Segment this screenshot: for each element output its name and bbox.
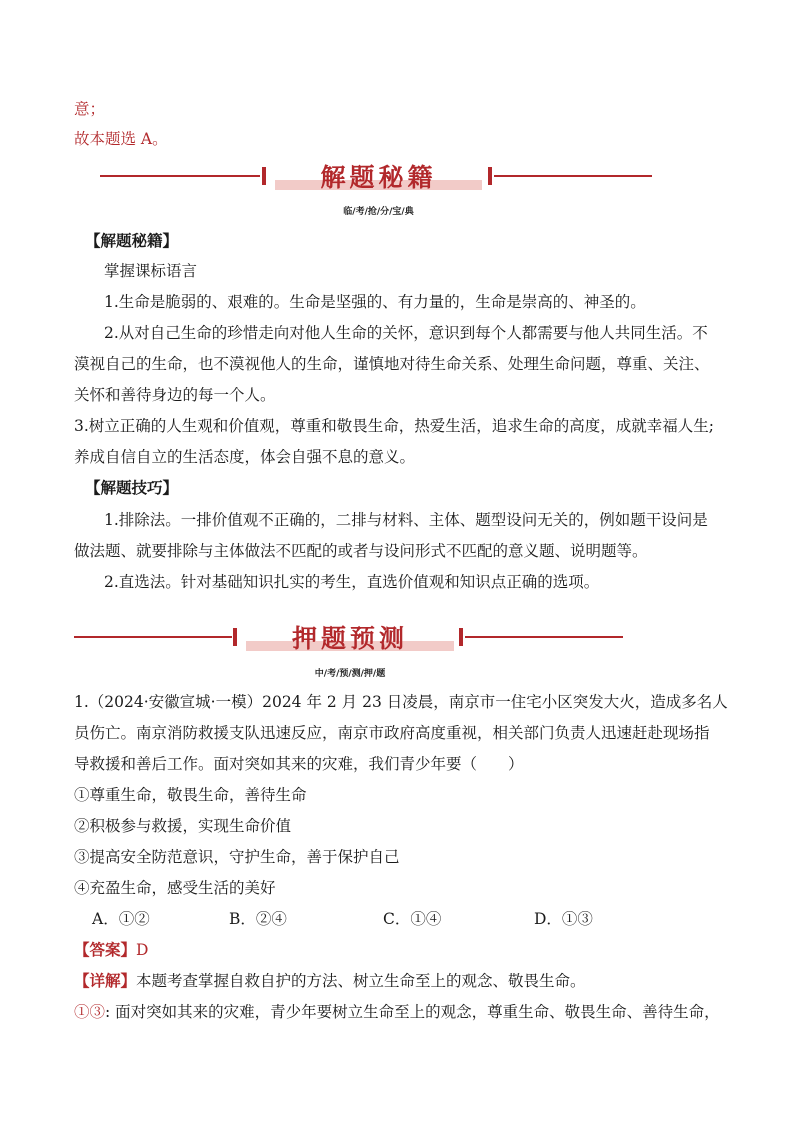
statement-item: ②积极参与救援，实现生命价值 xyxy=(74,817,292,835)
option-d: D．①③ xyxy=(534,910,593,928)
paragraph: 3.树立正确的人生观和价值观，尊重和敬畏生命，热爱生活，追求生命的高度，成就幸福人生; xyxy=(74,417,715,435)
detail-lead: ①③ xyxy=(74,1003,106,1021)
paragraph: 关怀和善待身边的每一个人。 xyxy=(74,386,276,404)
paragraph: 养成自信自立的生活态度，体会自强不息的意义。 xyxy=(74,448,416,466)
option-a: A．①② xyxy=(92,910,150,928)
answer-conclusion: 故本题选 A。 xyxy=(74,130,168,148)
banner-left-tick xyxy=(233,628,237,646)
banner-right-tick xyxy=(488,167,492,185)
banner-right-tick xyxy=(459,628,463,646)
statement-item: ①尊重生命，敬畏生命，善待生命 xyxy=(74,786,307,804)
detail-rest: : 面对突如其来的灾难，青少年要树立生命至上的观念，尊重生命、敬畏生命、善待生命， xyxy=(105,1003,720,1021)
paragraph: 1.生命是脆弱的、艰难的。生命是坚强的、有力量的，生命是崇高的、神圣的。 xyxy=(104,293,646,311)
detail-line xyxy=(74,969,586,991)
statement-item: ④充盈生命，感受生活的美好 xyxy=(74,879,276,897)
answer-line xyxy=(74,938,148,960)
paragraph: 2.直选法。针对基础知识扎实的考生，直选价值观和知识点正确的选项。 xyxy=(104,573,600,591)
banner-right-line xyxy=(494,175,652,177)
continued-text: 意； xyxy=(74,100,106,118)
section-title: 押题预测 xyxy=(291,624,408,653)
section-title: 解题秘籍 xyxy=(320,163,437,192)
heading-tips: 【解题秘籍】 xyxy=(85,231,179,250)
intro-text: 掌握课标语言 xyxy=(104,262,198,280)
question-stem: 1.（2024·安徽宣城·一模）2024 年 2 月 23 日凌晨，南京市一住宅小区突发大火，造成多名人 xyxy=(74,693,728,711)
option-c: C．①④ xyxy=(383,910,442,928)
paragraph: 做法题、就要排除与主体做法不匹配的或者与设问形式不匹配的意义题、说明题等。 xyxy=(74,542,648,560)
paragraph: 2.从对自己生命的珍惜走向对他人生命的关怀，意识到每个人都需要与他人共同生活。不 xyxy=(104,324,708,342)
paragraph: 1.排除法。一排价值观不正确的，二排与材料、主体、题型设问无关的，例如题干设问是 xyxy=(104,511,708,529)
answer-value: D xyxy=(136,941,149,959)
answer-label: 【答案】 xyxy=(74,940,137,959)
detail-continuation xyxy=(74,1000,720,1022)
option-b: B．②④ xyxy=(229,910,287,928)
banner-right-line xyxy=(465,636,623,638)
banner-left-line xyxy=(74,636,232,638)
banner-left-line xyxy=(100,175,260,177)
banner-left-tick xyxy=(262,167,266,185)
section-subtitle: 临/考/抢/分/宝/典 xyxy=(343,207,414,217)
detail-label: 【详解】 xyxy=(74,971,137,990)
question-stem: 员伤亡。南京消防救援支队迅速反应，南京市政府高度重视，相关部门负责人迅速赶赴现场指 xyxy=(74,724,710,742)
section-subtitle: 中/考/预/测/押/题 xyxy=(314,669,386,679)
heading-techniques: 【解题技巧】 xyxy=(85,478,179,497)
detail-text: 本题考查掌握自救自护的方法、树立生命至上的观念、敬畏生命。 xyxy=(136,972,586,990)
statement-item: ③提高安全防范意识，守护生命，善于保护自己 xyxy=(74,848,400,866)
paragraph: 漠视自己的生命，也不漠视他人的生命，谨慎地对待生命关系、处理生命问题，尊重、关注、 xyxy=(74,355,710,373)
question-stem: 导救援和善后工作。面对突如其来的灾难，我们青少年要（ ） xyxy=(74,755,524,773)
